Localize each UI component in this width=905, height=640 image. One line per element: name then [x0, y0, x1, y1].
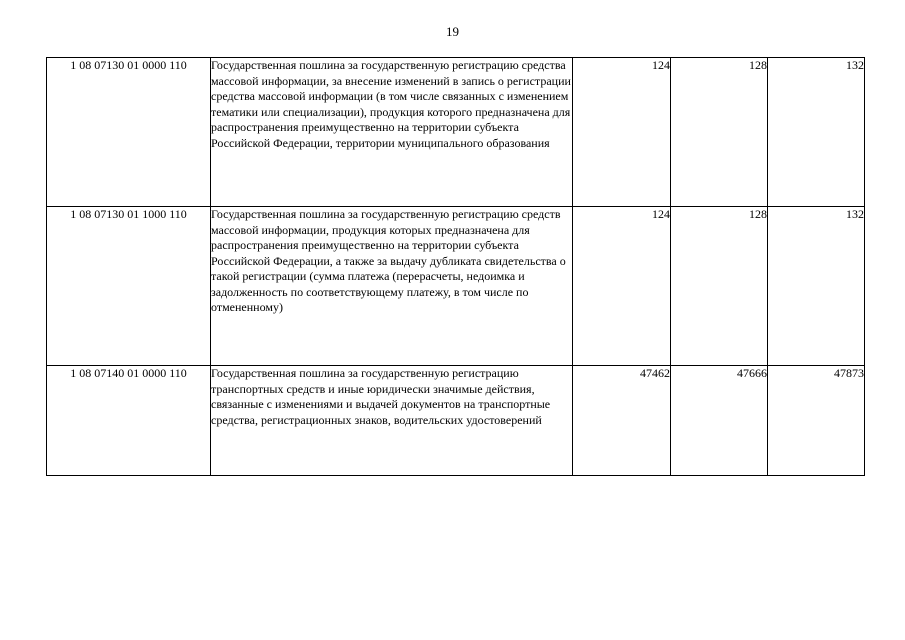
budget-code: 1 08 07140 01 0000 110 — [47, 366, 211, 476]
budget-code: 1 08 07130 01 1000 110 — [47, 207, 211, 366]
value-year-2: 128 — [671, 207, 768, 366]
value-year-1: 47462 — [573, 366, 671, 476]
value-year-3: 47873 — [768, 366, 865, 476]
value-year-1: 124 — [573, 207, 671, 366]
value-year-3: 132 — [768, 58, 865, 207]
row-description: Государственная пошлина за государственную регистрацию средства массовой информации, за внесение изменений в запись о регистрации средства массовой информации (в том числе связанных с изменением тематики или специализации), продукция которого предназначена для распространения преимущественно на территории субъекта Российской Федерации, территории муниципального образования — [211, 58, 573, 207]
table-row — [47, 207, 865, 366]
budget-code: 1 08 07130 01 0000 110 — [47, 58, 211, 207]
value-year-2: 128 — [671, 58, 768, 207]
table-row — [47, 366, 865, 476]
row-description: Государственная пошлина за государственную регистрацию средств массовой информации, продукция которых предназначена для распространения преимущественно на территории субъекта Российской Федерации, а также за выдачу дубликата свидетельства о такой регистрации (сумма платежа (перерасчеты, недоимка и задолженность по соответствующему платежу, в том числе по отмененному) — [211, 207, 573, 366]
value-year-1: 124 — [573, 58, 671, 207]
table-row — [47, 58, 865, 207]
value-year-2: 47666 — [671, 366, 768, 476]
page-number: 19 — [446, 24, 459, 39]
value-year-3: 132 — [768, 207, 865, 366]
budget-table — [46, 57, 865, 476]
row-description: Государственная пошлина за государственную регистрацию транспортных средств и иные юридически значимые действия, связанные с изменениями и выдачей документов на транспортные средства, регистрационных знаков, водительских удостоверений — [211, 366, 573, 476]
